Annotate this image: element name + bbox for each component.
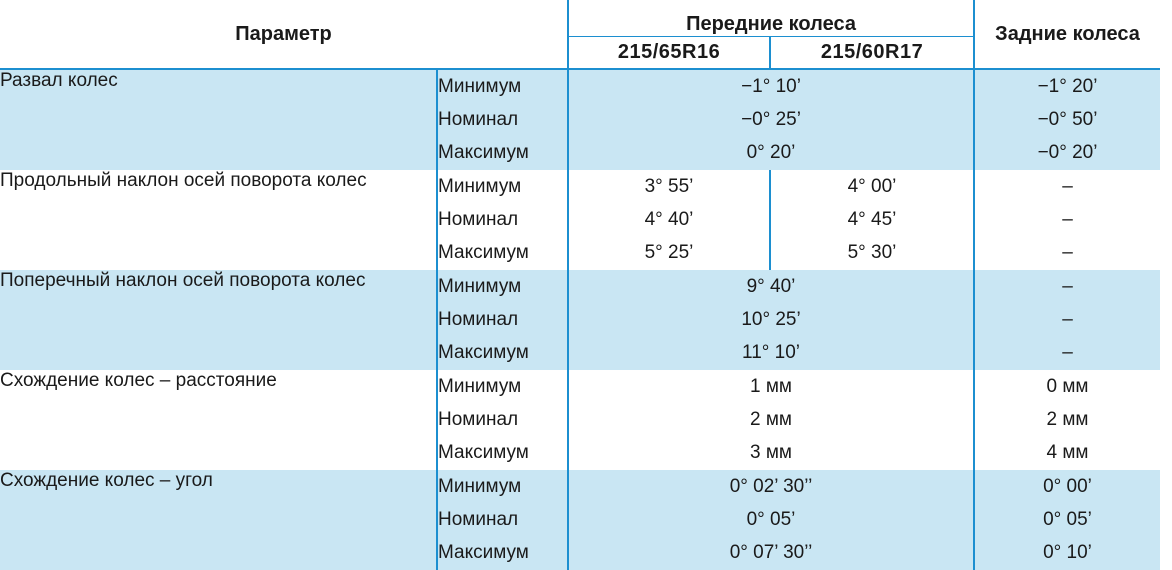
table-row [0, 370, 1160, 403]
table-row [0, 270, 1160, 303]
limit-label: Максимум [437, 436, 568, 470]
rear-value: 0 мм [974, 370, 1160, 403]
header-tire-215-65r16: 215/65R16 [568, 37, 770, 70]
rear-value: 4 мм [974, 436, 1160, 470]
front-value: 3 мм [568, 436, 974, 470]
limit-label: Максимум [437, 336, 568, 370]
limit-label: Минимум [437, 170, 568, 203]
group-caster [0, 170, 1160, 270]
parameter-name: Схождение колес – угол [0, 470, 437, 570]
front-value: −0° 25’ [568, 103, 974, 136]
front-value: 2 мм [568, 403, 974, 436]
group-camber [0, 69, 1160, 170]
front-value: 0° 02’ 30’’ [568, 470, 974, 503]
parameter-name: Продольный наклон осей поворота колес [0, 170, 437, 270]
rear-value: 0° 00’ [974, 470, 1160, 503]
limit-label: Максимум [437, 136, 568, 170]
header-front-wheels: Передние колеса [568, 0, 974, 37]
limit-label: Номинал [437, 503, 568, 536]
rear-value: – [974, 303, 1160, 336]
table-row [0, 69, 1160, 103]
front-value-215-65r16: 3° 55’ [568, 170, 770, 203]
rear-value: 2 мм [974, 403, 1160, 436]
rear-value: −1° 20’ [974, 69, 1160, 103]
front-value-215-60r17: 4° 00’ [770, 170, 974, 203]
rear-value: – [974, 270, 1160, 303]
header-parameter: Параметр [0, 0, 568, 69]
limit-label: Номинал [437, 203, 568, 236]
front-value: 11° 10’ [568, 336, 974, 370]
group-toe-distance [0, 370, 1160, 470]
limit-label: Минимум [437, 69, 568, 103]
rear-value: – [974, 336, 1160, 370]
header-tire-215-60r17: 215/60R17 [770, 37, 974, 70]
front-value-215-60r17: 5° 30’ [770, 236, 974, 270]
parameter-name: Схождение колес – расстояние [0, 370, 437, 470]
limit-label: Номинал [437, 303, 568, 336]
table-row [0, 170, 1160, 203]
front-value: 0° 20’ [568, 136, 974, 170]
limit-label: Максимум [437, 236, 568, 270]
limit-label: Номинал [437, 403, 568, 436]
rear-value: – [974, 203, 1160, 236]
front-value: 1 мм [568, 370, 974, 403]
limit-label: Максимум [437, 536, 568, 570]
limit-label: Минимум [437, 270, 568, 303]
parameter-name: Поперечный наклон осей поворота колес [0, 270, 437, 370]
rear-value: 0° 10’ [974, 536, 1160, 570]
limit-label: Минимум [437, 370, 568, 403]
rear-value: −0° 20’ [974, 136, 1160, 170]
front-value-215-60r17: 4° 45’ [770, 203, 974, 236]
rear-value: – [974, 236, 1160, 270]
limit-label: Минимум [437, 470, 568, 503]
group-kingpin-inclination [0, 270, 1160, 370]
front-value: 0° 05’ [568, 503, 974, 536]
front-value-215-65r16: 5° 25’ [568, 236, 770, 270]
limit-label: Номинал [437, 103, 568, 136]
front-value: 10° 25’ [568, 303, 974, 336]
front-value: 9° 40’ [568, 270, 974, 303]
parameter-name: Развал колес [0, 69, 437, 170]
front-value: −1° 10’ [568, 69, 974, 103]
header-rear-wheels: Задние колеса [974, 0, 1160, 69]
front-value-215-65r16: 4° 40’ [568, 203, 770, 236]
rear-value: 0° 05’ [974, 503, 1160, 536]
rear-value: −0° 50’ [974, 103, 1160, 136]
rear-value: – [974, 170, 1160, 203]
group-toe-angle [0, 470, 1160, 570]
table-row [0, 470, 1160, 503]
front-value: 0° 07’ 30’’ [568, 536, 974, 570]
